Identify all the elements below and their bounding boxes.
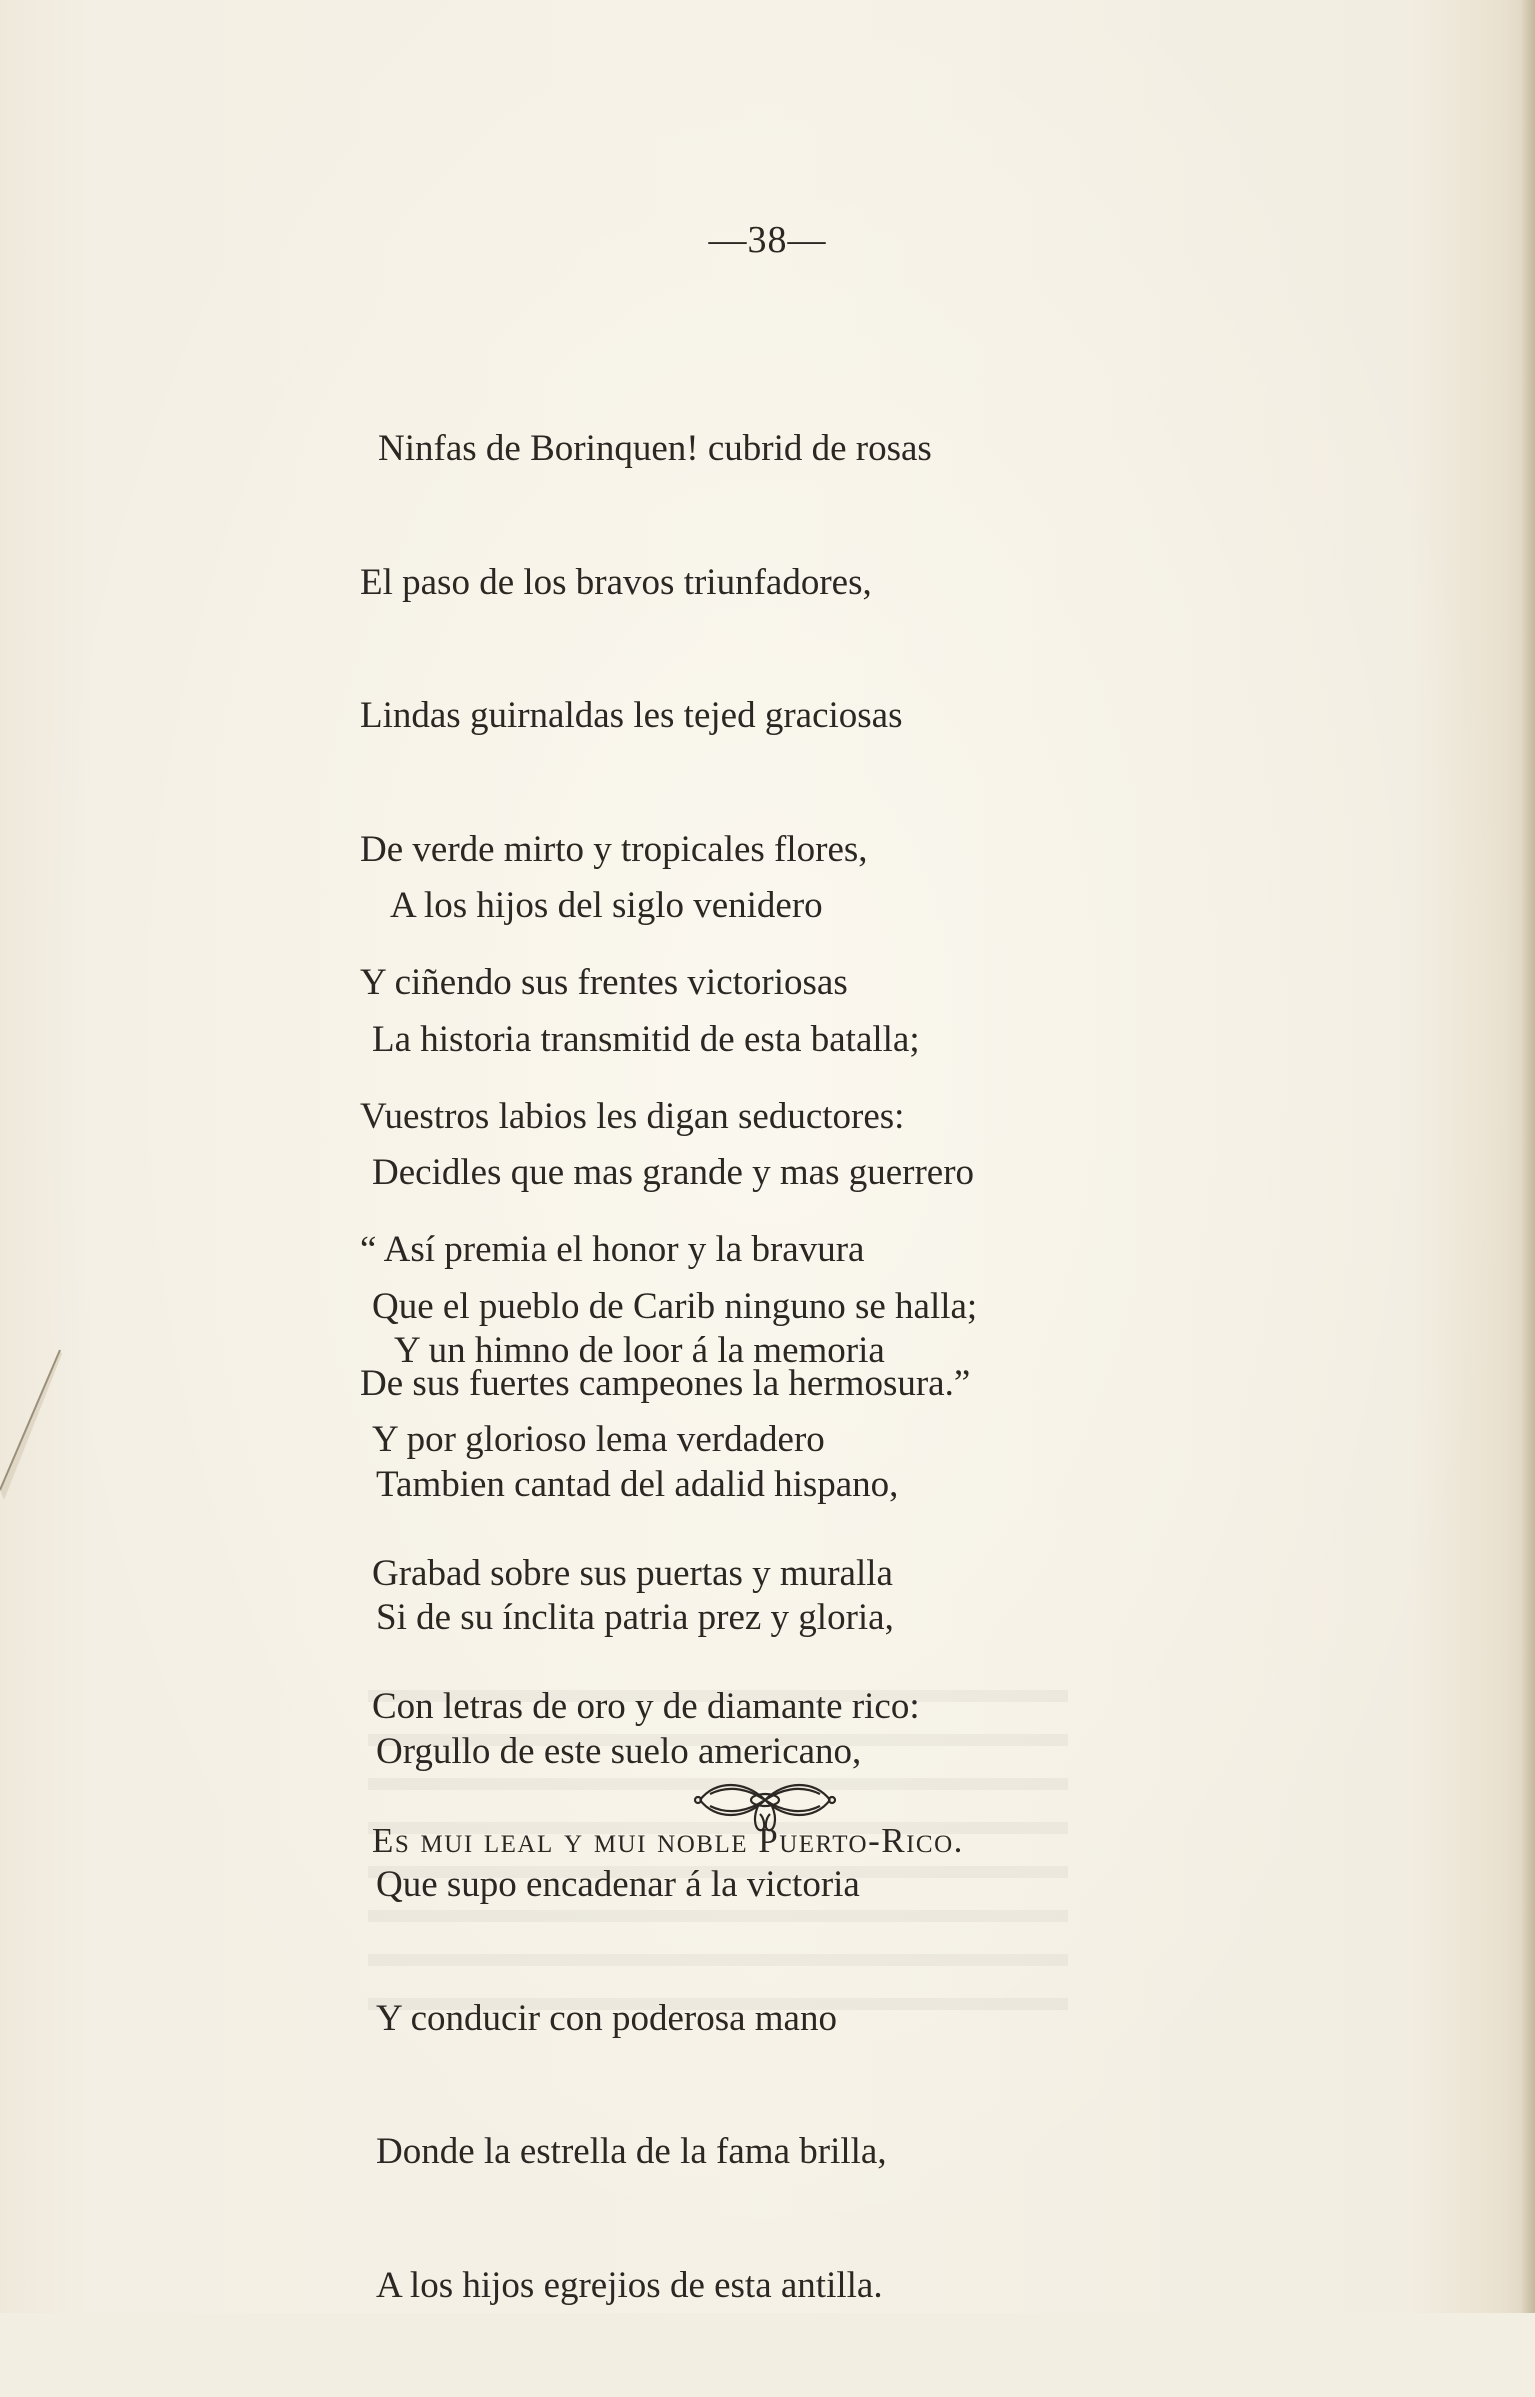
verse-line: Lindas guirnaldas les tejed graciosas (360, 695, 903, 736)
show-through-text (368, 1690, 1068, 2030)
page-edge-shadow (1521, 0, 1535, 2313)
verse-line: El paso de los bravos triunfadores, (360, 561, 872, 603)
verse-line: Tambien cantad del adalid hispano, (376, 1463, 899, 1505)
verse-line: “ Así premia el honor y la bravura (360, 1229, 865, 1270)
verse-line: A los hijos egrejios de esta antilla. (376, 2264, 883, 2306)
verse-line: Decidles que mas grande y mas guerrero (372, 1152, 975, 1193)
verse-line: Y un himno de loor á la memoria (394, 1330, 885, 1371)
verse-line: De verde mirto y tropicales flores, (360, 828, 868, 870)
verse-line: Y ciñendo sus frentes victoriosas (360, 962, 848, 1003)
verse-line: Orgullo de este suelo americano, (376, 1730, 862, 1772)
scroll-flourish-icon (690, 1772, 840, 1842)
verse-line: Ninfas de Borinquen! cubrid de rosas (378, 428, 932, 469)
verse-line: Grabad sobre sus puertas y muralla (372, 1552, 893, 1594)
verse-line: Que el pueblo de Carib ninguno se halla; (372, 1285, 978, 1327)
verse-line: Y por glorioso lema verdadero (372, 1419, 825, 1460)
page-number: —38— (708, 219, 827, 261)
verse-line-motto: Es mui leal y mui noble Puerto-Rico. (372, 1820, 964, 1860)
verse-line: Si de su ínclita patria prez y gloria, (376, 1597, 894, 1638)
verse-line: Con letras de oro y de diamante rico: (372, 1686, 920, 1727)
verse-line: Y conducir con poderosa mano (376, 1997, 837, 2039)
verse-line: La historia transmitid de esta batalla; (372, 1018, 920, 1060)
page-tear-mark (0, 1340, 70, 1500)
verse-line: Vuestros labios les digan seductores: (360, 1095, 905, 1137)
verse-line: Que supo encadenar á la victoria (376, 1864, 860, 1905)
verse-line: A los hijos del siglo venidero (390, 885, 823, 926)
verse-line: De sus fuertes campeones la hermosura.” (360, 1362, 971, 1404)
verse-line: Donde la estrella de la fama brilla, (376, 2131, 887, 2172)
